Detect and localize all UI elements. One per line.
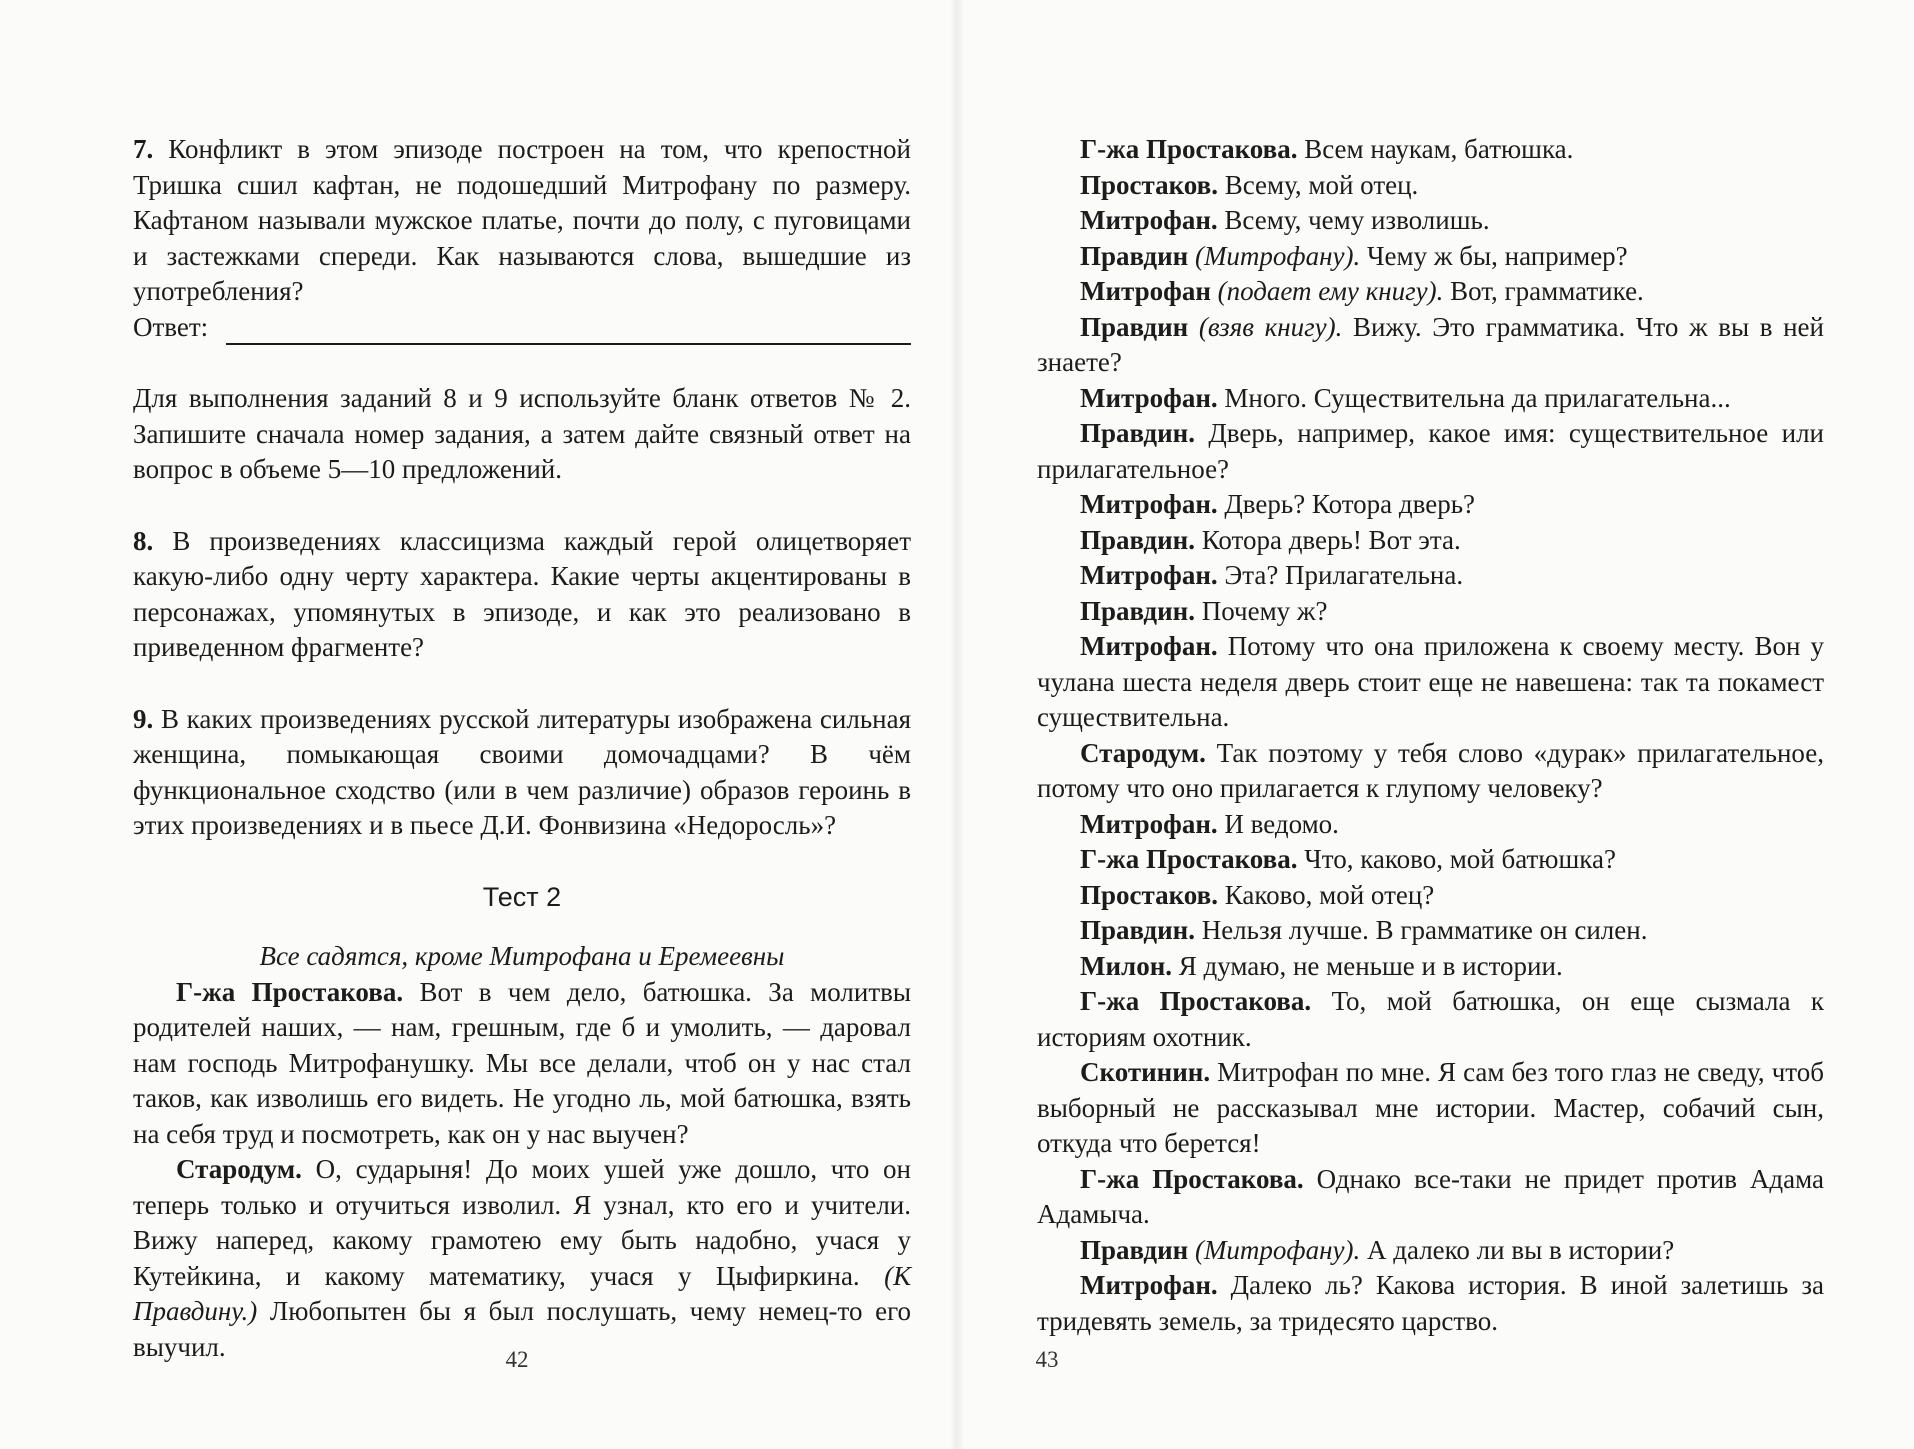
dialogue-line bbox=[1037, 274, 1824, 310]
speaker-name: Г-жа Простакова. bbox=[1080, 986, 1312, 1016]
dialogue-line bbox=[1037, 913, 1824, 949]
question-7-text bbox=[133, 132, 911, 310]
line-text: Потому что она приложена к своему месту. Вон у чулана шеста неделя дверь стоит еще не навешена: так та покамест существительна. bbox=[1037, 631, 1824, 732]
speaker-name: Митрофан. bbox=[1080, 1270, 1218, 1300]
speaker-name: Правдин. bbox=[1080, 915, 1195, 945]
line-text: Каково, мой отец? bbox=[1217, 879, 1435, 910]
speaker-name: Правдин. bbox=[1080, 418, 1195, 448]
speaker-name: Милон. bbox=[1080, 950, 1172, 981]
speaker-name: Митрофан. bbox=[1080, 808, 1218, 839]
answer-label: Ответ: bbox=[133, 311, 209, 342]
dialogue-line bbox=[1037, 842, 1824, 878]
speaker-name: Простаков. bbox=[1080, 169, 1218, 200]
question-7-number: 7. bbox=[133, 134, 154, 164]
line-text: А далеко ли вы в истории? bbox=[1360, 1234, 1675, 1265]
stage-note: (К Правдину.) bbox=[133, 1260, 911, 1326]
question-7-body: Конфликт в этом эпизоде построен на том, что крепостной Тришка сшил кафтан, не подошедший Митрофану по размеру. Кафтаном называли мужское платье, почти до полу, с пуговицами и застежками спереди. Как называются слова, вышедшие из употребления? bbox=[133, 134, 911, 306]
dialogue-line bbox=[1037, 878, 1824, 914]
line-text: Эта? Прилагательна. bbox=[1217, 560, 1464, 590]
speaker-name: Простаков. bbox=[1080, 879, 1218, 910]
speaker-name: Митрофан. bbox=[1080, 560, 1218, 590]
dialogue-line bbox=[1037, 132, 1824, 168]
stage-note: (взяв книгу). bbox=[1188, 311, 1343, 342]
dialogue-line bbox=[1037, 736, 1824, 807]
line-text: То, мой батюшка, он еще сызмала к историям охотник. bbox=[1037, 986, 1824, 1052]
speaker-name: Скотинин. bbox=[1080, 1057, 1211, 1087]
speaker-name: Стародум. bbox=[176, 1154, 302, 1184]
line-text: Вот в чем дело, батюшка. За молитвы родителей наших, — нам, грешным, где б и умолить, — даровал нам господь Митрофанушку. Мы все делали, чтоб он у нас стал таков, как изволишь его видеть. Не угодно ль, мой батюшка, взять на себя труд и посмотреть, как он у нас выучен? bbox=[133, 976, 912, 1149]
speaker-name: Г-жа Простакова. bbox=[1080, 134, 1298, 164]
line-text: Всем наукам, батюшка. bbox=[1297, 134, 1574, 164]
dialogue-line bbox=[1037, 594, 1824, 630]
speaker-name: Г-жа Простакова. bbox=[1080, 844, 1298, 874]
answer-line bbox=[133, 310, 911, 346]
line-text: Так поэтому у тебя слово «дурак» прилагательное, потому что оно прилагается к глупому человеку? bbox=[1037, 737, 1824, 803]
dialogue-line bbox=[1037, 203, 1824, 239]
line-text: Всему, мой отец. bbox=[1217, 169, 1419, 200]
dialogue-line bbox=[1037, 558, 1824, 594]
dialogue-line bbox=[1037, 239, 1824, 275]
right-page-column bbox=[1037, 132, 1824, 1339]
speaker-name: Правдин bbox=[1080, 1234, 1189, 1265]
page-number-left: 42 bbox=[505, 1347, 529, 1372]
line-text: Вот, грамматике. bbox=[1443, 276, 1644, 306]
dialogue-line bbox=[1037, 807, 1824, 843]
line-text: Вижу. Это грамматика. Что ж вы в ней знаете? bbox=[1037, 311, 1824, 377]
page-number-right: 43 bbox=[1035, 1347, 1059, 1372]
speaker-name: Правдин. bbox=[1080, 595, 1195, 626]
line-text: Я думаю, не меньше и в истории. bbox=[1172, 950, 1563, 981]
left-page-column bbox=[133, 132, 911, 1365]
test-title: Тест 2 bbox=[482, 881, 562, 912]
stage-note: (Митрофану). bbox=[1188, 240, 1361, 271]
line-text: Всему, чему изволишь. bbox=[1217, 205, 1490, 235]
instructions-text: Для выполнения заданий 8 и 9 используйте бланк ответов № 2. Запишите сначала номер задания, а затем дайте связный ответ на вопрос в объеме 5—10 предложений. bbox=[133, 383, 911, 484]
line-text: Что, каково, мой батюшка? bbox=[1297, 844, 1616, 874]
dialogue-line bbox=[1037, 1055, 1824, 1162]
dialogue-line bbox=[1037, 629, 1824, 736]
line-text: Почему ж? bbox=[1194, 595, 1328, 626]
question-8-body: В произведениях классицизма каждый герой олицетворяет какую-либо одну черту характера. Какие черты акцентированы в персонажах, упомянутых в эпизоде, и как это реализовано в приведенном фрагменте? bbox=[133, 525, 911, 662]
dialogue-line bbox=[1037, 1268, 1824, 1339]
speaker-name: Митрофан. bbox=[1080, 205, 1218, 235]
line-text: Котора дверь! Вот эта. bbox=[1194, 524, 1461, 555]
dialogue-line bbox=[1037, 487, 1824, 523]
dialogue-line bbox=[133, 975, 911, 1153]
stage-note: (подает ему книгу). bbox=[1210, 276, 1444, 306]
dialogue-line bbox=[1037, 1162, 1824, 1233]
dialogue-line bbox=[133, 1152, 911, 1365]
speaker-name: Правдин bbox=[1080, 240, 1189, 271]
speaker-name: Г-жа Простакова. bbox=[1080, 1163, 1304, 1194]
question-9-number: 9. bbox=[133, 703, 154, 734]
question-8-number: 8. bbox=[133, 525, 154, 556]
line-text: Дверь? Котора дверь? bbox=[1217, 489, 1476, 519]
line-text: Митрофан по мне. Я сам без того глаз не сведу, чтоб выборный не рассказывал мне истории. Мастер, собачий сын, откуда что берется! bbox=[1037, 1057, 1824, 1158]
speaker-name: Митрофан. bbox=[1080, 382, 1218, 413]
dialogue-line bbox=[1037, 949, 1824, 985]
speaker-name: Г-жа Простакова. bbox=[176, 976, 404, 1007]
line-text: Чему ж бы, например? bbox=[1360, 240, 1628, 271]
dialogue-line bbox=[1037, 984, 1824, 1055]
line-text: Много. Существительна да прилагательна... bbox=[1217, 382, 1731, 413]
question-8 bbox=[133, 524, 911, 666]
line-text: О, сударыня! До моих ушей уже дошло, что он теперь только и отучиться изволил. Я узнал, кто его и учители. Вижу наперед, какому грамотею ему быть надобно, учася у Кутейкина, и какому математику, учася у Цыфиркина. bbox=[133, 1154, 911, 1291]
line-text: Далеко ль? Какова история. В иной залетишь за тридевять земель, за тридесято царство. bbox=[1037, 1270, 1824, 1336]
speaker-name: Митрофан. bbox=[1080, 489, 1218, 519]
dialogue-line bbox=[1037, 416, 1824, 487]
line-text: Любопытен бы я был послушать, чему немец-то его выучил. bbox=[133, 1296, 911, 1362]
speaker-name: Митрофан bbox=[1080, 276, 1211, 306]
right-page bbox=[957, 0, 1914, 1449]
dialogue-line bbox=[1037, 381, 1824, 417]
dialogue-line bbox=[1037, 1233, 1824, 1269]
line-text: Дверь, например, какое имя: существительное или прилагательное? bbox=[1037, 418, 1824, 484]
line-text: Однако все-таки не придет против Адама Адамыча. bbox=[1037, 1163, 1825, 1229]
dialogue-line bbox=[1037, 310, 1824, 381]
line-text: Нельзя лучше. В грамматике он силен. bbox=[1194, 915, 1648, 945]
answer-blank[interactable] bbox=[226, 317, 911, 345]
dialogue-line bbox=[1037, 523, 1824, 559]
question-7 bbox=[133, 132, 911, 345]
instructions bbox=[133, 381, 911, 488]
question-9-body: В каких произведениях русской литературы изображена сильная женщина, помыкающая своими домочадцами? В чём функциональное сходство (или в чем различие) образов героинь в этих произведениях и в пьесе Д.И. Фонвизина «Недоросль»? bbox=[133, 703, 911, 840]
speaker-name: Митрофан. bbox=[1080, 631, 1218, 661]
stage-direction: Все садятся, кроме Митрофана и Еремеевны bbox=[259, 941, 785, 971]
question-9 bbox=[133, 702, 911, 844]
speaker-name: Стародум. bbox=[1080, 737, 1206, 768]
speaker-name: Правдин bbox=[1080, 311, 1189, 342]
speaker-name: Правдин. bbox=[1080, 524, 1195, 555]
line-text: И ведомо. bbox=[1217, 808, 1339, 839]
dialogue-line bbox=[1037, 168, 1824, 204]
stage-note: (Митрофану). bbox=[1188, 1234, 1361, 1265]
